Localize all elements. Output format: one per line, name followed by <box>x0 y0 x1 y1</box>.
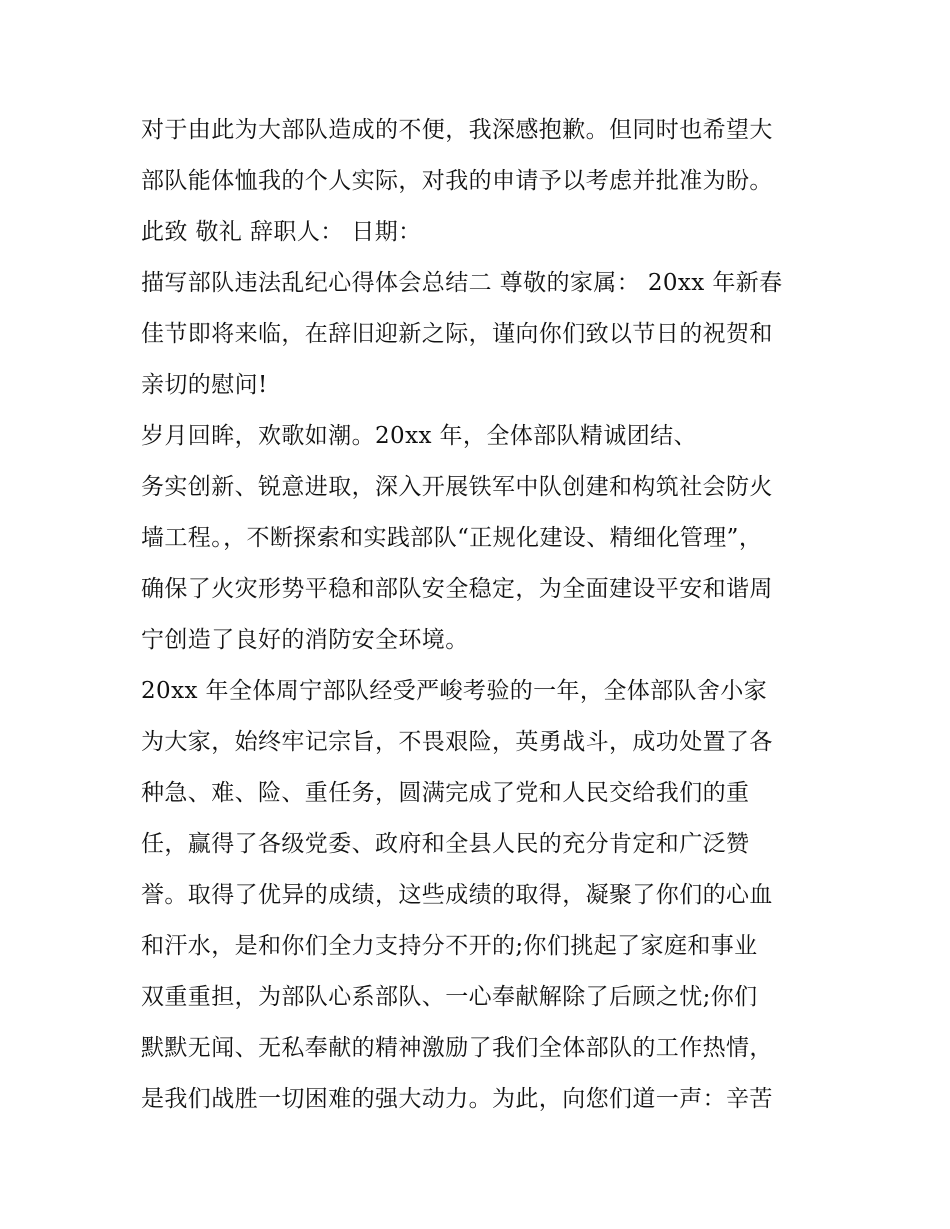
text-line: 部队能体恤我的个人实际，对我的申请予以考虑并批准为盼。 <box>141 168 773 194</box>
text-line: 务实创新、锐意进取，深入开展铁军中队创建和构筑社会防火 <box>141 474 773 500</box>
text-line: 岁月回眸，欢歌如潮。20xx 年，全体部队精诚团结、 <box>141 423 697 449</box>
text-line: 亲切的慰问! <box>141 372 268 398</box>
text-line: 默默无闻、无私奉献的精神激励了我们全体部队的工作热情， <box>141 1035 773 1061</box>
text-line: 誉。取得了优异的成绩，这些成绩的取得，凝聚了你们的心血 <box>141 882 773 908</box>
text-line: 种急、难、险、重任务，圆满完成了党和人民交给我们的重 <box>141 780 750 806</box>
text-line: 对于由此为大部队造成的不便，我深感抱歉。但同时也希望大 <box>141 117 773 143</box>
text-line: 此致 敬礼 辞职人： 日期： <box>141 219 422 245</box>
text-line: 确保了火灾形势平稳和部队安全稳定，为全面建设平安和谐周 <box>141 576 773 602</box>
text-line: 宁创造了良好的消防安全环境。 <box>141 627 469 653</box>
text-line: 20xx 年全体周宁部队经受严峻考验的一年，全体部队舍小家 <box>141 678 768 704</box>
text-line: 和汗水，是和你们全力支持分不开的;你们挑起了家庭和事业 <box>141 933 758 959</box>
text-line: 佳节即将来临，在辞旧迎新之际，谨向你们致以节日的祝贺和 <box>141 321 773 347</box>
text-line: 双重重担，为部队心系部队、一心奉献解除了后顾之忧;你们 <box>141 984 758 1010</box>
text-line: 是我们战胜一切困难的强大动力。为此，向您们道一声：辛苦 <box>141 1086 773 1112</box>
text-line: 任，赢得了各级党委、政府和全县人民的充分肯定和广泛赞 <box>141 831 750 857</box>
text-line: 为大家，始终牢记宗旨，不畏艰险，英勇战斗，成功处置了各 <box>141 729 773 755</box>
text-line: 墙工程。，不断探索和实践部队“正规化建设、精细化管理”， <box>141 525 763 551</box>
text-line: 描写部队违法乱纪心得体会总结二 尊敬的家属： 20xx 年新春 <box>141 270 783 296</box>
